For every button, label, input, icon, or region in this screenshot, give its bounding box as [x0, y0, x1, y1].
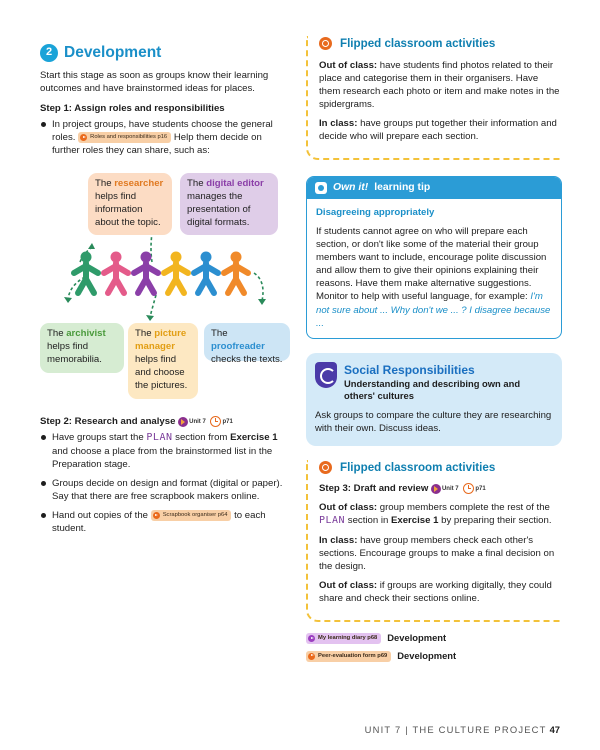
roles-resource-tag[interactable]: Roles and responsibilities p16 [78, 132, 171, 143]
tip-examples: I'm not sure about ... Why don't we ... ? I disagree because ... [316, 291, 551, 329]
arrow-icon [80, 134, 87, 141]
section-heading [40, 42, 290, 63]
learning-diary-tag[interactable]: My learning diary p68 [306, 633, 381, 644]
out-of-class-text: Out of class: group members complete the rest of the PLAN section in Exercise 1 by preparing their section. [319, 502, 552, 527]
role-bubble-archivist: The archivist helps find memorabilia. [40, 323, 124, 373]
flipped-title: Flipped classroom activities [340, 460, 496, 474]
social-responsibilities-box: Social Responsibilities Understanding and describing own and others' cultures Ask groups to compare the culture they are researching with their own. Discuss ideas. [306, 353, 562, 446]
role-bubble-picture-manager: The picture manager helps find and choose the pictures. [128, 323, 198, 399]
step1-title: Step 1: Assign roles and responsibilities [40, 103, 225, 115]
out-of-class-text-2: Out of class: if groups are working digitally, they could share and check their sections online. [319, 580, 552, 605]
reference-learning-diary: My learning diary p68 Development [306, 632, 562, 645]
role-bubble-researcher: The researcher helps find information about the topic. [88, 173, 172, 235]
arrow-to-proofreader [254, 273, 263, 301]
clock-icon [210, 416, 221, 427]
learning-tip-box: Own it! learning tip Disagreeing appropriately If students cannot agree on who will prepare each section, or don't like some of the material their group members want to include, encourage polite discussion and allow them to give their opinions explaining their reasons. Have them make alternative suggestions. Monitor to help with useful language, for example: I'm not sure about ... Why don't we ... ? I disagree because ... [306, 176, 562, 339]
flipped-classroom-icon [319, 461, 332, 474]
resource-references [306, 632, 562, 663]
scrapbook-organiser-tag[interactable]: Scrapbook organiser p64 [151, 510, 232, 521]
section-number-badge: 2 [40, 44, 58, 62]
step2-bullet-design: Groups decide on design and format (digital or paper). Say that there are free scrapbook makers online. [40, 477, 290, 503]
arrow-icon [308, 635, 315, 642]
roles-diagram [40, 173, 290, 409]
left-column [40, 42, 290, 541]
rocket-icon [431, 484, 441, 494]
rocket-icon [178, 417, 188, 427]
section-title: Development [64, 44, 162, 61]
page-number: 47 [549, 724, 560, 735]
reference-peer-evaluation: Peer-evaluation form p69 Development [306, 650, 562, 663]
arrow-icon [153, 512, 160, 519]
tip-subtitle: Disagreeing appropriately [316, 207, 435, 219]
flipped-classroom-box-1 [306, 36, 562, 160]
intro-text: Start this stage as soon as groups know their learning outcomes and have brainstormed ideas for places. [40, 70, 269, 95]
step1-list [40, 118, 290, 157]
tip-text: If students cannot agree on who will prepare each section, or don't like some of the material their group members want to include, encourage polite discussion and allow them to give their opinions explaining their reasons. Have them make alternative suggestions. Monitor to help with useful language, for example: I'm not sure about ... Why don't we ... ? I disagree because ... [316, 226, 551, 329]
step3-title: Step 3: Draft and review Unit 7 p71 [319, 483, 486, 495]
role-bubble-proofreader: The proofreader checks the texts. [204, 323, 290, 361]
step2-bullet-handout: Hand out copies of the Scrapbook organiser p64 to each student. [40, 509, 290, 535]
step1-bullet: In project groups, have students choose the general roles. Roles and responsibilities p16 Help them decide on further roles they can share, such as: [40, 118, 290, 157]
out-of-class-text: Out of class: have students find photos related to their place and categorise them in their organisers. Have them research each photo or item and make notes in the spidergrams. [319, 59, 560, 110]
step2-list [40, 431, 290, 535]
flipped-classroom-box-2 [306, 460, 562, 623]
social-text: Ask groups to compare the culture they are researching with their own. Discuss ideas. [315, 410, 552, 435]
step2-title: Step 2: Research and analyse Unit 7 p71 [40, 416, 233, 428]
arrow-to-picture-manager [150, 295, 156, 317]
flipped-title: Flipped classroom activities [340, 37, 496, 50]
in-class-text: In class: have group members check each other's sections. Encourage groups to make a final decision on the design. [319, 534, 555, 573]
social-responsibility-icon [315, 362, 337, 388]
flipped-classroom-icon [319, 37, 332, 50]
in-class-text: In class: have groups put together their information and decide who will prepare each section. [319, 117, 557, 142]
arrow-icon [308, 653, 315, 660]
right-column [306, 36, 562, 668]
role-bubble-digital-editor: The digital editor manages the presentation of digital formats. [180, 173, 278, 235]
clock-icon [463, 483, 474, 494]
peer-evaluation-tag[interactable]: Peer-evaluation form p69 [306, 651, 391, 662]
page-footer: UNIT 7 | THE CULTURE PROJECT 47 [364, 724, 560, 735]
own-it-icon [315, 182, 327, 194]
step2-bullet-plan: Have groups start the PLAN section from Exercise 1 and choose a place from the brainstormed list in the Preparation stage. [40, 431, 290, 471]
